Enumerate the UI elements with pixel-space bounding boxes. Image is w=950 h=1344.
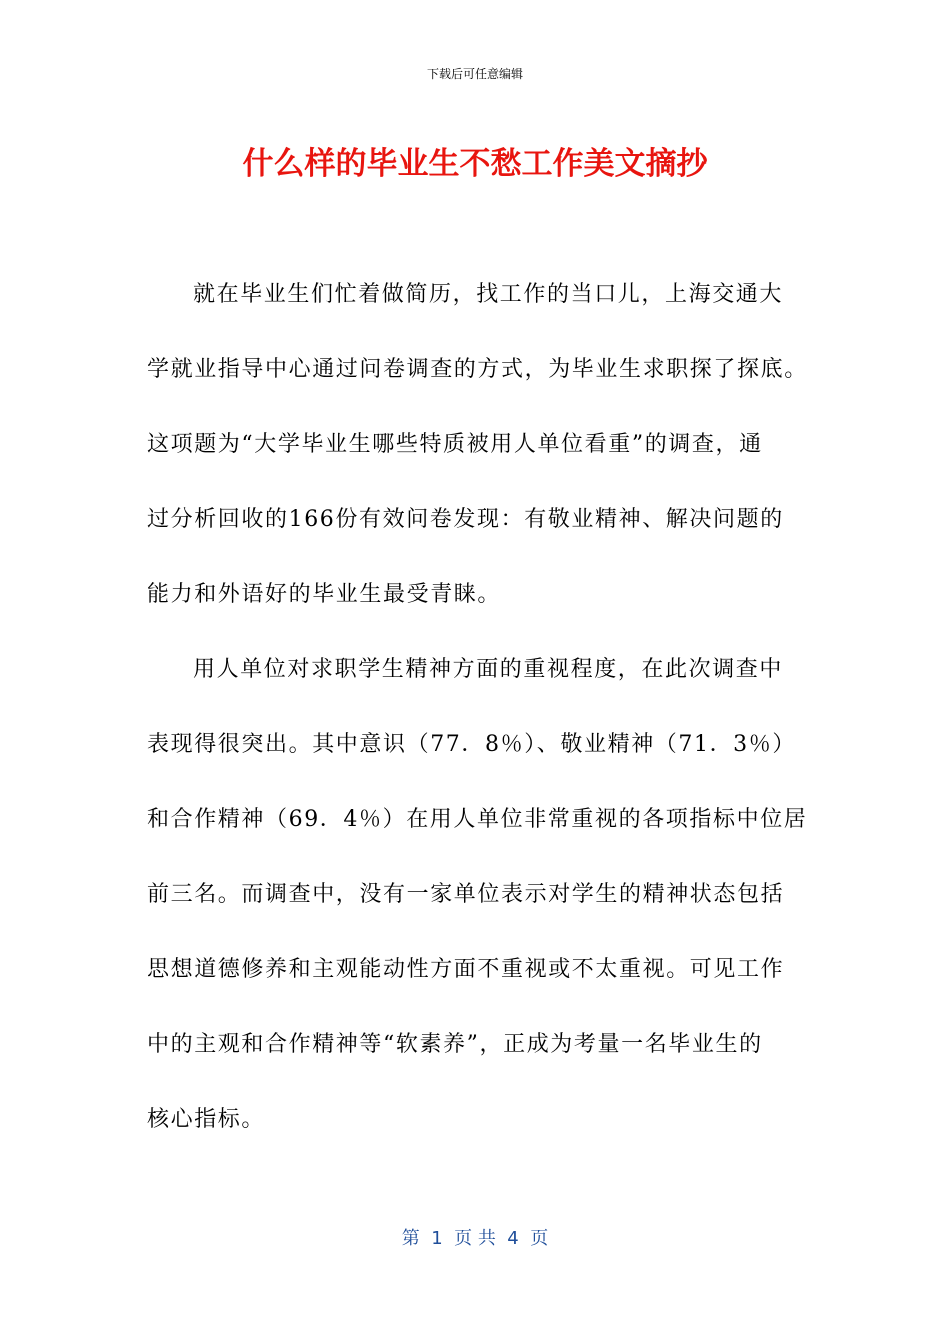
page-number-footer: 第 1 页 共 4 页	[401, 1228, 549, 1249]
paragraph-1-line-1: 就在毕业生们忙着做简历，找工作的当口儿，上海交通大	[193, 282, 784, 307]
paragraph-1-line-2: 学就业指导中心通过问卷调查的方式，为毕业生求职探了探底。	[147, 357, 808, 382]
paragraph-2-line-2: 表现得很突出。其中意识（77．8％）、敬业精神（71．3％）	[147, 732, 796, 757]
paragraph-2-line-7: 核心指标。	[147, 1107, 266, 1132]
paragraph-2-line-3: 和合作精神（69．4％）在用人单位非常重视的各项指标中位居	[147, 807, 808, 832]
paragraph-2-line-1: 用人单位对求职学生精神方面的重视程度，在此次调查中	[193, 657, 784, 682]
paragraph-2-line-5: 思想道德修养和主观能动性方面不重视或不太重视。可见工作	[147, 957, 785, 982]
document-body	[147, 277, 807, 1177]
paragraph-2-line-6: 中的主观和合作精神等“软素养”，正成为考量一名毕业生的	[147, 1032, 763, 1057]
paragraph-1-line-3: 这项题为“大学毕业生哪些特质被用人单位看重”的调查，通	[147, 432, 763, 457]
download-note: 下载后可任意编辑	[426, 67, 523, 81]
paragraph-2-line-4: 前三名。而调查中，没有一家单位表示对学生的精神状态包括	[147, 882, 785, 907]
paragraph-1-line-4: 过分析回收的166份有效问卷发现：有敬业精神、解决问题的	[147, 507, 784, 532]
document-title: 什么样的毕业生不愁工作美文摘抄	[242, 146, 708, 182]
paragraph-1-line-5: 能力和外语好的毕业生最受青睐。	[147, 582, 502, 607]
